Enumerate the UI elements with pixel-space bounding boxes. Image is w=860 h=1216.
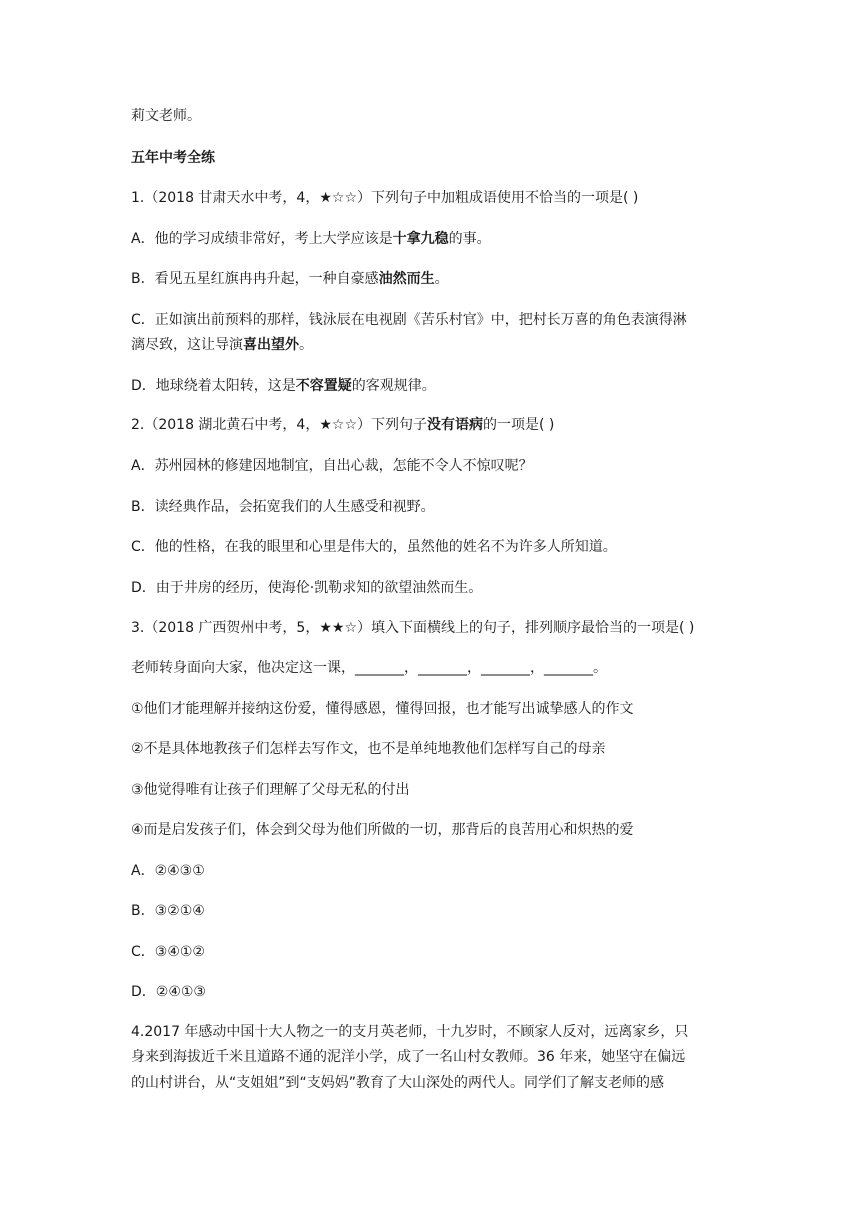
q1-d-pre: D．地球绕着太阳转，这是 — [131, 378, 296, 394]
q3-sentence-4: ④而是启发孩子们，体会到父母为他们所做的一切，那背后的良苦用心和炽热的爱 — [131, 822, 634, 838]
q4-line-3: 的山村讲台，从“支姐姐”到“支妈妈”教育了大山深处的两代人。同学们了解支老师的感 — [131, 1075, 665, 1091]
q2-stem-pre: 2.（2018 湖北黄石中考，4，★☆☆）下列句子 — [131, 417, 427, 433]
q2-option-d: D．由于井房的经历，使海伦·凯勒求知的欲望油然而生。 — [131, 580, 483, 596]
q2-stem-bold: 没有语病 — [427, 417, 483, 433]
q3-option-d: D．②④①③ — [131, 984, 206, 1000]
q2-stem-post: 的一项是( ) — [483, 417, 555, 433]
q1-option-b — [131, 269, 741, 289]
q3-sentence-3: ③他觉得唯有让孩子们理解了父母无私的付出 — [131, 782, 410, 798]
q1-b-pre: B．看见五星红旗冉冉升起，一种自豪感 — [131, 271, 379, 287]
q1-c-post: 。 — [299, 337, 313, 353]
q1-d-post: 的客观规律。 — [351, 378, 436, 394]
q1-option-a — [131, 229, 741, 249]
q1-a-post: 的事。 — [448, 231, 491, 247]
q3-blank-sentence: 老师转身面向大家，他决定这一课，_______，_______，_______，_______。 — [131, 660, 607, 676]
q1-stem: 1.（2018 甘肃天水中考，4，★☆☆）下列句子中加粗成语使用不恰当的一项是( ) — [131, 190, 639, 206]
q1-c-pre: 漓尽致，这让导演 — [131, 337, 243, 353]
section-title: 五年中考全练 — [131, 150, 215, 166]
q4-line-1: 4.2017 年感动中国十大人物之一的支月英老师，十九岁时，不顾家人反对，远离家乡，只 — [131, 1024, 689, 1040]
q3-sentence-1: ①他们才能理解并接纳这份爱，懂得感恩，懂得回报，也才能写出诚挚感人的作文 — [131, 701, 634, 717]
q3-stem: 3.（2018 广西贺州中考，5，★★☆）填入下面横线上的句子，排列顺序最恰当的一项是( ) — [131, 620, 695, 636]
q2-stem — [131, 415, 741, 435]
q1-option-d — [131, 376, 741, 396]
q1-a-pre: A．他的学习成绩非常好，考上大学应该是 — [131, 231, 393, 247]
q1-option-c-line2 — [131, 335, 741, 355]
q2-option-a: A．苏州园林的修建因地制宜，自出心裁，怎能不令人不惊叹呢？ — [131, 458, 533, 474]
q1-a-bold-idiom: 十拿九稳 — [392, 231, 449, 247]
q3-option-c: C．③④①② — [131, 944, 205, 960]
q1-b-post: 。 — [434, 271, 449, 287]
q3-option-a: A．②④③① — [131, 863, 205, 879]
q2-option-c: C．他的性格，在我的眼里和心里是伟大的，虽然他的姓名不为许多人所知道。 — [131, 539, 617, 555]
q1-c-bold-idiom: 喜出望外 — [243, 337, 299, 353]
q1-option-c-line1: C．正如演出前预料的那样，钱泳辰在电视剧《苦乐村官》中，把村长万喜的角色表演得淋 — [131, 312, 687, 328]
q3-option-b: B．③②①④ — [131, 903, 205, 919]
intro-tail-text: 莉文老师。 — [131, 108, 201, 124]
q2-option-b: B．读经典作品，会拓宽我们的人生感受和视野。 — [131, 499, 435, 515]
q1-d-bold-idiom: 不容置疑 — [295, 378, 352, 394]
q3-sentence-2: ②不是具体地教孩子们怎样去写作文，也不是单纯地教他们怎样写自己的母亲 — [131, 741, 606, 757]
q4-line-2: 身来到海拔近千米且道路不通的泥洋小学，成了一名山村女教师。36 年来，她坚守在偏远 — [131, 1049, 686, 1065]
q1-b-bold-idiom: 油然而生 — [378, 271, 435, 287]
